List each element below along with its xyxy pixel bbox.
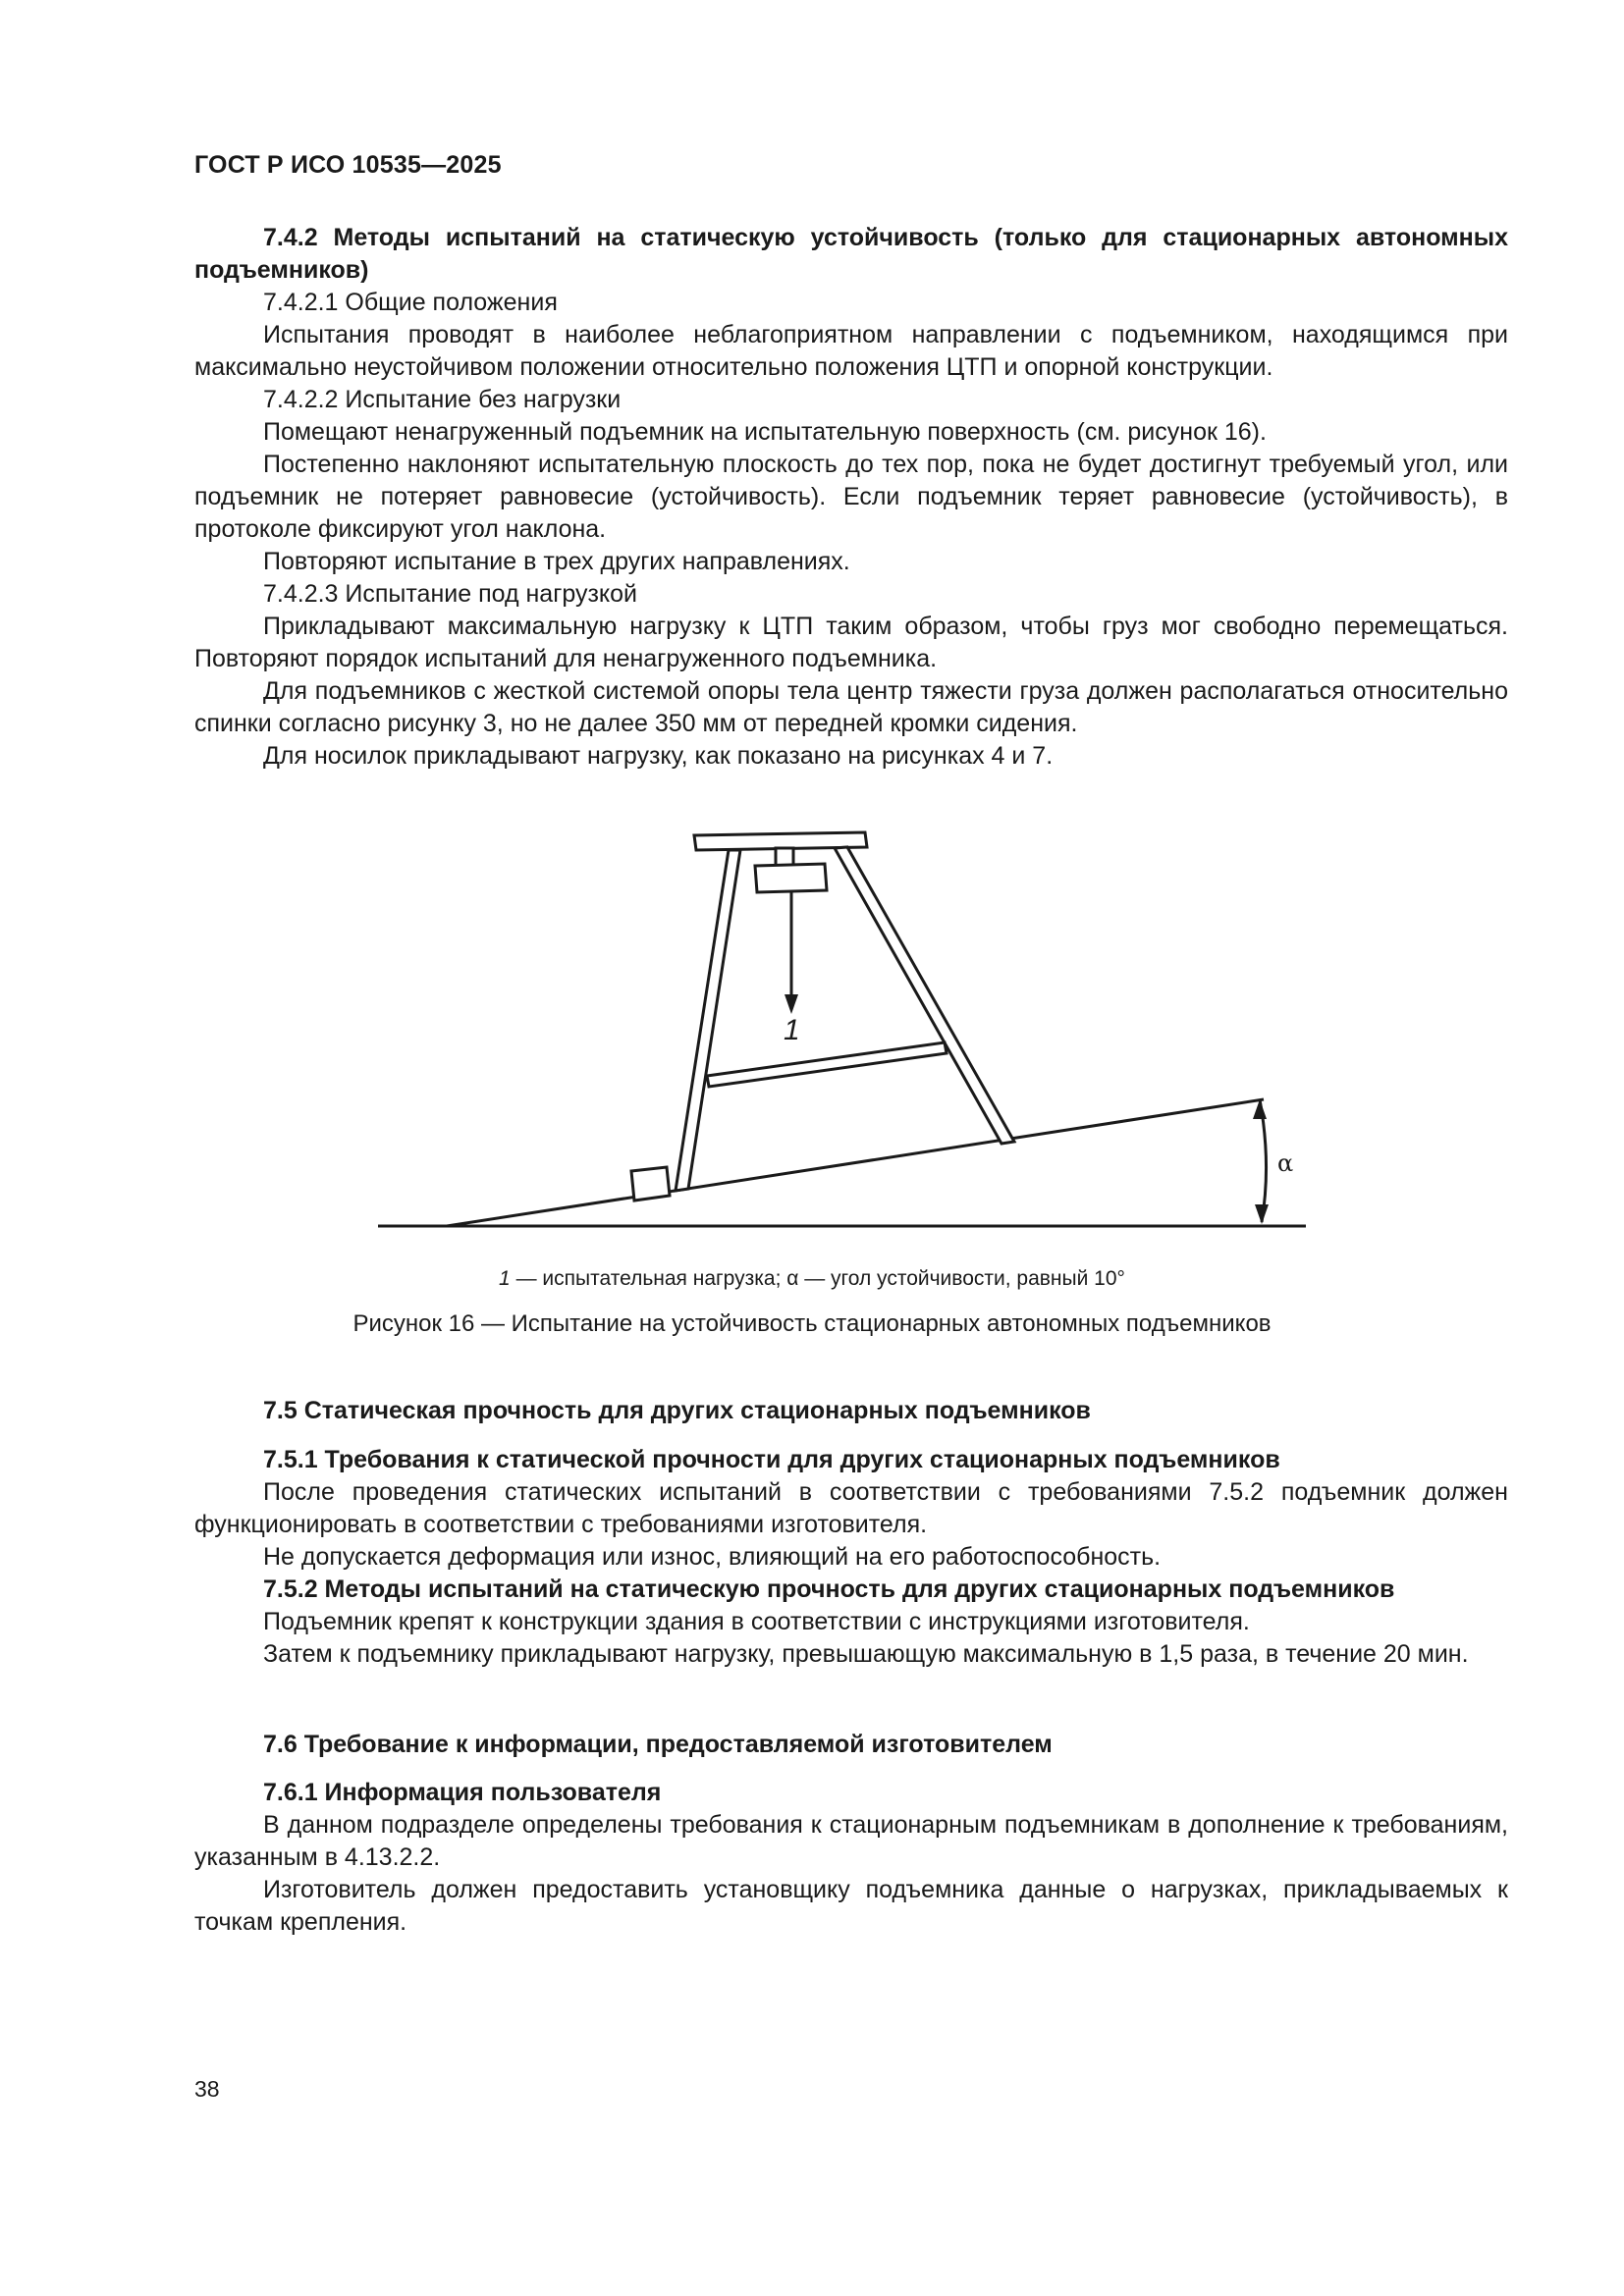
paragraph: Испытания проводят в наиболее неблагоприятном направлении с подъемником, находящимся при максимально неустойчивом положении относительно положения ЦТП и опорной конструкции.: [194, 321, 1508, 381]
heading-7-5: 7.5 Статическая прочность для других стационарных подъемников: [263, 1397, 1091, 1424]
heading-7-4-2: 7.4.2 Методы испытаний на статическую устойчивость (только для стационарных автономных подъемников): [194, 224, 1508, 284]
legend-text: — испытательная нагрузка; α — угол устойчивости, равный 10°: [510, 1267, 1125, 1290]
subheading-7-4-2-1: 7.4.2.1 Общие положения: [263, 289, 558, 316]
figure-16-diagram: [363, 820, 1326, 1242]
figure-legend: [0, 1267, 1624, 1291]
paragraph: Прикладывают максимальную нагрузку к ЦТП таким образом, чтобы груз мог свободно перемещаться. Повторяют порядок испытаний для ненагруженного подъемника.: [194, 613, 1508, 672]
cross-brace: [707, 1042, 947, 1087]
paragraph: Для подъемников с жесткой системой опоры тела центр тяжести груза должен располагаться относительно спинки согласно рисунку 3, но не далее 350 мм от передней кромки сидения.: [194, 677, 1508, 737]
section-7-6: [194, 1729, 1508, 1761]
section-7-5-1: [194, 1444, 1508, 1671]
right-leg: [835, 847, 1014, 1144]
figure-caption: Рисунок 16 — Испытание на устойчивость стационарных автономных подъемников: [352, 1310, 1272, 1337]
heading-7-5-1: 7.5.1 Требования к статической прочности для других стационарных подъемников: [263, 1446, 1280, 1473]
section-7-6-1: [194, 1777, 1508, 1939]
subheading-7-4-2-2: 7.4.2.2 Испытание без нагрузки: [263, 386, 622, 413]
paragraph: Для носилок прикладывают нагрузку, как показано на рисунках 4 и 7.: [263, 742, 1054, 770]
paragraph: Повторяют испытание в трех других направлениях.: [263, 548, 850, 575]
angle-arrowhead-top: [1253, 1099, 1267, 1119]
paragraph: Затем к подъемнику прикладывают нагрузку, превышающую максимальную в 1,5 раза, в течение 20 мин.: [263, 1640, 1469, 1668]
load-label: 1: [784, 1014, 800, 1046]
left-leg: [676, 850, 740, 1191]
paragraph: Изготовитель должен предоставить установщику подъемника данные о нагрузках, прикладываемых к точкам крепления.: [194, 1876, 1508, 1936]
load-block: [755, 864, 827, 892]
inclined-plane: [447, 1099, 1264, 1226]
load-arrowhead: [785, 994, 798, 1014]
legend-key: 1: [499, 1267, 511, 1290]
heading-7-5-2: 7.5.2 Методы испытаний на статическую прочность для других стационарных подъемников: [263, 1575, 1395, 1603]
paragraph: После проведения статических испытаний в соответствии с требованиями 7.5.2 подъемник должен функционировать в соответствии с требованиями изготовителя.: [194, 1478, 1508, 1538]
heading-7-6: 7.6 Требование к информации, предоставляемой изготовителем: [263, 1731, 1053, 1758]
page-number: 38: [194, 2076, 220, 2102]
paragraph: Постепенно наклоняют испытательную плоскость до тех пор, пока не будет достигнут требуемый угол, или подъемник не потеряет равновесие (устойчивость). Если подъемник теряет равновесие (устойчивость), в протоколе фиксируют угол наклона.: [194, 451, 1508, 543]
load-hanger: [776, 848, 793, 866]
document-header: ГОСТ Р ИСО 10535—2025: [194, 151, 502, 179]
foot-block: [631, 1167, 670, 1201]
angle-label: α: [1277, 1149, 1294, 1177]
heading-7-6-1: 7.6.1 Информация пользователя: [263, 1779, 662, 1806]
paragraph: В данном подразделе определены требования к стационарным подъемникам в дополнение к требованиям, указанным в 4.13.2.2.: [194, 1811, 1508, 1871]
paragraph: Подъемник крепят к конструкции здания в соответствии с инструкциями изготовителя.: [263, 1608, 1250, 1635]
section-7-4-2: [194, 222, 1508, 773]
paragraph: Не допускается деформация или износ, влияющий на его работоспособность.: [263, 1543, 1162, 1571]
paragraph: Помещают ненагруженный подъемник на испытательную поверхность (см. рисунок 16).: [263, 418, 1267, 446]
stability-test-drawing: [363, 820, 1326, 1242]
subheading-7-4-2-3: 7.4.2.3 Испытание под нагрузкой: [263, 580, 637, 608]
angle-arrowhead-bottom: [1255, 1204, 1269, 1224]
section-7-5: [194, 1395, 1508, 1427]
